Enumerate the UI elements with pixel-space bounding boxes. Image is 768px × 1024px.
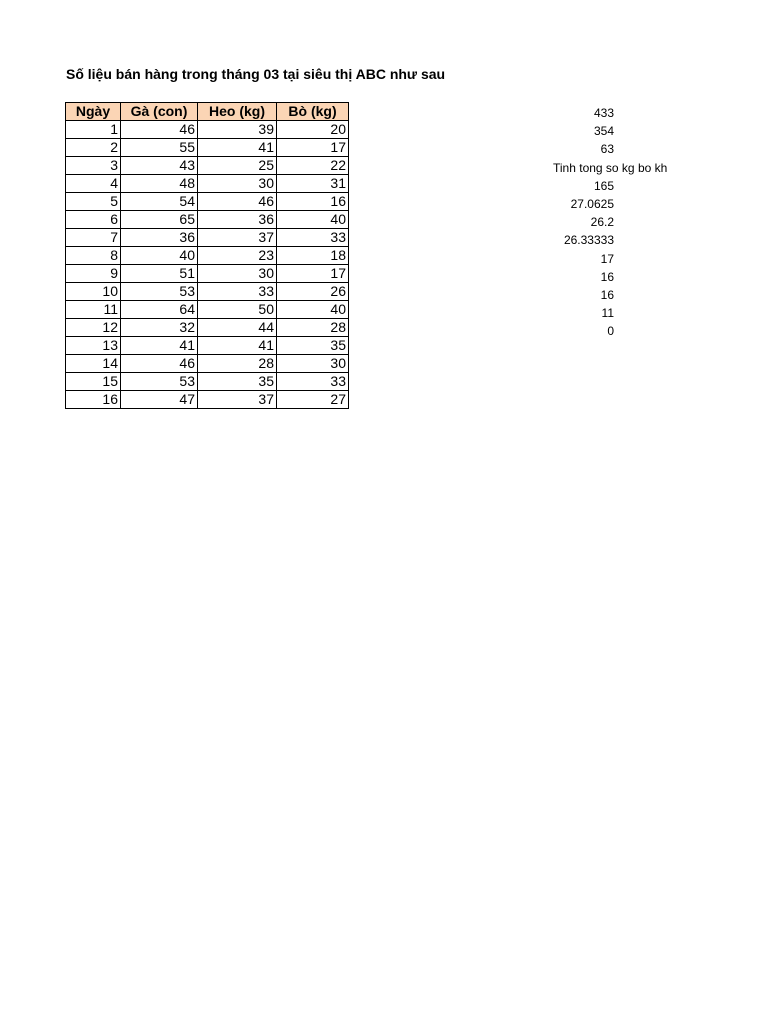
table-row xyxy=(66,175,349,193)
cell-ngay[interactable]: 15 xyxy=(66,373,121,391)
cell-ga[interactable]: 40 xyxy=(121,247,198,265)
cell-heo[interactable]: 46 xyxy=(198,193,277,211)
side-results-column xyxy=(530,104,668,340)
result-cell[interactable]: 26.2 xyxy=(590,215,614,230)
cell-bo[interactable]: 27 xyxy=(277,391,349,409)
cell-ga[interactable]: 53 xyxy=(121,283,198,301)
cell-heo[interactable]: 35 xyxy=(198,373,277,391)
cell-ngay[interactable]: 5 xyxy=(66,193,121,211)
cell-ga[interactable]: 48 xyxy=(121,175,198,193)
cell-ga[interactable]: 46 xyxy=(121,121,198,139)
cell-ngay[interactable]: 10 xyxy=(66,283,121,301)
cell-bo[interactable]: 30 xyxy=(277,355,349,373)
cell-ngay[interactable]: 4 xyxy=(66,175,121,193)
cell-ngay[interactable]: 13 xyxy=(66,337,121,355)
table-row xyxy=(66,265,349,283)
table-row xyxy=(66,319,349,337)
table-row xyxy=(66,157,349,175)
cell-heo[interactable]: 33 xyxy=(198,283,277,301)
cell-heo[interactable]: 28 xyxy=(198,355,277,373)
result-cell[interactable]: 16 xyxy=(600,269,614,284)
cell-ngay[interactable]: 14 xyxy=(66,355,121,373)
cell-bo[interactable]: 31 xyxy=(277,175,349,193)
cell-bo[interactable]: 40 xyxy=(277,211,349,229)
cell-ngay[interactable]: 16 xyxy=(66,391,121,409)
cell-bo[interactable]: 16 xyxy=(277,193,349,211)
header-heo[interactable]: Heo (kg) xyxy=(198,103,277,121)
cell-heo[interactable]: 41 xyxy=(198,139,277,157)
result-cell[interactable]: 26.33333 xyxy=(563,233,614,248)
cell-ga[interactable]: 47 xyxy=(121,391,198,409)
cell-ngay[interactable]: 6 xyxy=(66,211,121,229)
result-cell[interactable]: 0 xyxy=(607,324,614,339)
cell-bo[interactable]: 28 xyxy=(277,319,349,337)
cell-ga[interactable]: 41 xyxy=(121,337,198,355)
sales-table xyxy=(65,102,349,409)
cell-bo[interactable]: 22 xyxy=(277,157,349,175)
cell-heo[interactable]: 36 xyxy=(198,211,277,229)
cell-ga[interactable]: 32 xyxy=(121,319,198,337)
header-bo[interactable]: Bò (kg) xyxy=(277,103,349,121)
cell-ga[interactable]: 53 xyxy=(121,373,198,391)
table-header-row xyxy=(66,103,349,121)
table-row xyxy=(66,121,349,139)
cell-ga[interactable]: 64 xyxy=(121,301,198,319)
header-ngay[interactable]: Ngày xyxy=(66,103,121,121)
cell-ngay[interactable]: 7 xyxy=(66,229,121,247)
cell-ga[interactable]: 54 xyxy=(121,193,198,211)
table-row xyxy=(66,247,349,265)
page-title: Số liệu bán hàng trong tháng 03 tại siêu thị ABC như sau xyxy=(66,66,446,82)
table-row xyxy=(66,373,349,391)
cell-ngay[interactable]: 2 xyxy=(66,139,121,157)
cell-ga[interactable]: 46 xyxy=(121,355,198,373)
cell-ngay[interactable]: 11 xyxy=(66,301,121,319)
cell-ngay[interactable]: 9 xyxy=(66,265,121,283)
table-row xyxy=(66,283,349,301)
result-cell[interactable]: Tinh tong so kg bo kh xyxy=(553,160,668,175)
cell-bo[interactable]: 18 xyxy=(277,247,349,265)
table-body xyxy=(66,121,349,409)
cell-ngay[interactable]: 12 xyxy=(66,319,121,337)
cell-ga[interactable]: 51 xyxy=(121,265,198,283)
cell-heo[interactable]: 39 xyxy=(198,121,277,139)
cell-bo[interactable]: 33 xyxy=(277,229,349,247)
header-ga[interactable]: Gà (con) xyxy=(121,103,198,121)
table-row xyxy=(66,229,349,247)
cell-heo[interactable]: 30 xyxy=(198,175,277,193)
cell-ga[interactable]: 65 xyxy=(121,211,198,229)
cell-heo[interactable]: 37 xyxy=(198,391,277,409)
table-row xyxy=(66,355,349,373)
cell-bo[interactable]: 35 xyxy=(277,337,349,355)
cell-bo[interactable]: 17 xyxy=(277,265,349,283)
table-row xyxy=(66,337,349,355)
cell-heo[interactable]: 41 xyxy=(198,337,277,355)
cell-heo[interactable]: 30 xyxy=(198,265,277,283)
cell-heo[interactable]: 23 xyxy=(198,247,277,265)
table-row xyxy=(66,211,349,229)
table-row xyxy=(66,301,349,319)
result-cell[interactable]: 433 xyxy=(593,106,614,120)
cell-bo[interactable]: 20 xyxy=(277,121,349,139)
table-row xyxy=(66,139,349,157)
cell-heo[interactable]: 50 xyxy=(198,301,277,319)
table-row xyxy=(66,391,349,409)
cell-ga[interactable]: 55 xyxy=(121,139,198,157)
result-cell[interactable]: 63 xyxy=(600,142,614,157)
cell-ngay[interactable]: 1 xyxy=(66,121,121,139)
cell-bo[interactable]: 33 xyxy=(277,373,349,391)
cell-ngay[interactable]: 8 xyxy=(66,247,121,265)
result-cell[interactable]: 16 xyxy=(600,287,614,302)
cell-bo[interactable]: 26 xyxy=(277,283,349,301)
result-cell[interactable]: 354 xyxy=(593,124,614,139)
cell-heo[interactable]: 37 xyxy=(198,229,277,247)
cell-bo[interactable]: 17 xyxy=(277,139,349,157)
result-cell[interactable]: 165 xyxy=(593,178,614,193)
result-cell[interactable]: 17 xyxy=(600,251,614,266)
table-row xyxy=(66,193,349,211)
cell-ga[interactable]: 36 xyxy=(121,229,198,247)
result-cell[interactable]: 11 xyxy=(601,306,614,321)
cell-heo[interactable]: 44 xyxy=(198,319,277,337)
cell-ngay[interactable]: 3 xyxy=(66,157,121,175)
cell-ga[interactable]: 43 xyxy=(121,157,198,175)
cell-bo[interactable]: 40 xyxy=(277,301,349,319)
result-cell[interactable]: 27.0625 xyxy=(570,196,614,211)
cell-heo[interactable]: 25 xyxy=(198,157,277,175)
